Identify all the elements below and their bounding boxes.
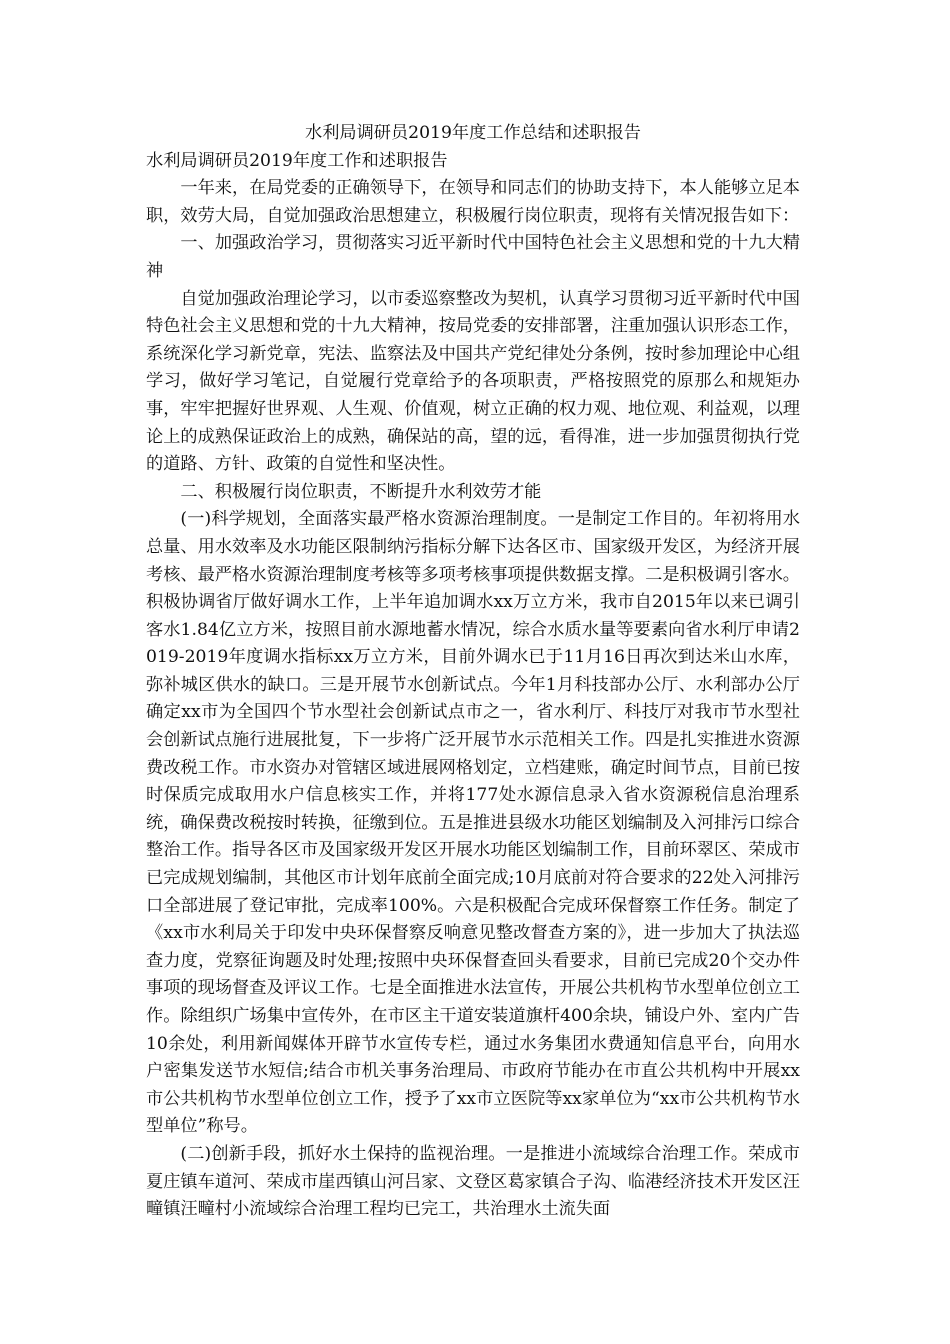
document-body bbox=[146, 120, 800, 1224]
document-subtitle: 水利局调研员2019年度工作和述职报告 bbox=[146, 150, 448, 171]
section-1-paragraph: 自觉加强政治理论学习，以市委巡察整改为契机，认真学习贯彻习近平新时代中国特色社会主义思想和党的十九大精神，按局党委的安排部署，注重加强认识形态工作，系统深化学习新党章，宪法、监察法及中国共产党纪律处分条例，按时参加理论中心组学习，做好学习笔记，自觉履行党章给予的各项职责，严格按照党的原那么和规矩办事，牢牢把握好世界观、人生观、价值观，树立正确的权力观、地位观、利益观，以理论上的成熟保证政治上的成熟，确保站的高，望的远，看得准，进一步加强贯彻执行党的道路、方针、政策的自觉性和坚决性。 bbox=[146, 288, 800, 475]
document-title: 水利局调研员2019年度工作总结和述职报告 bbox=[305, 123, 641, 143]
section-2-item-2-paragraph: (二)创新手段，抓好水土保持的监视治理。一是推进小流域综合治理工作。荣成市夏庄镇车道河、荣成市崖西镇山河吕家、文登区葛家镇合子沟、临港经济技术开发区汪疃镇汪疃村小流域综合治理工程均已完工，共治理水土流失面 bbox=[146, 1143, 800, 1220]
intro-paragraph: 一年来，在局党委的正确领导下，在领导和同志们的协助支持下，本人能够立足本职，效劳大局，自觉加强政治思想建立，积极履行岗位职责，现将有关情况报告如下： bbox=[146, 178, 800, 226]
section-2-heading: 二、积极履行岗位职责，不断提升水利效劳才能 bbox=[180, 481, 542, 502]
section-2-item-1-paragraph: (一)科学规划，全面落实最严格水资源治理制度。一是制定工作目的。年初将用水总量、用水效率及水功能区限制纳污指标分解下达各区市、国家级开发区，为经济开展考核、最严格水资源治理制度考核等多项考核事项提供数据支撑。二是积极调引客水。积极协调省厅做好调水工作，上半年追加调水xx万立方米，我市自2015年以来已调引客水1.84亿立方米，按照目前水源地蓄水情况，综合水质水量等要素向省水利厅申请2019-2019年度调水指标xx万立方米，目前外调水已于11月16日再次到达米山水库，弥补城区供水的缺口。三是开展节水创新试点。今年1月科技部办公厅、水利部办公厅确定xx市为全国四个节水型社会创新试点市之一，省水利厅、科技厅对我市节水型社会创新试点施行进展批复，下一步将广泛开展节水示范相关工作。四是扎实推进水资源费改税工作。市水资办对管辖区域进展网格划定，立档建账，确定时间节点，目前已按时保质完成取用水户信息核实工作，并将177处水源信息录入省水资源税信息治理系统，确保费改税按时转换，征缴到位。五是推进县级水功能区划编制及入河排污口综合整治工作。指导各区市及国家级开发区开展水功能区划编制工作，目前环翠区、荣成市已完成规划编制，其他区市计划年底前全面完成;10月底前对符合要求的22处入河排污口全部进展了登记审批，完成率100%。六是积极配合完成环保督察工作任务。制定了《xx市水利局关于印发中央环保督察反响意见整改督查方案的》，进一步加大了执法巡查力度，党察征询题及时处理;按照中央环保督查回头看要求，目前已完成20个交办件事项的现场督查及评议工作。七是全面推进水法宣传，开展公共机构节水型单位创立工作。除组织广场集中宣传外，在市区主干道安装道旗杆400余块，铺设户外、室内广告10余处，利用新闻媒体开辟节水宣传专栏，通过水务集团水费通知信息平台，向用水户密集发送节水短信;结合市机关事务治理局、市政府节能办在市直公共机构中开展xx市公共机构节水型单位创立工作，授予了xx市立医院等xx家单位为“xx市公共机构节水型单位”称号。 bbox=[146, 509, 800, 1137]
section-1-heading: 一、加强政治学习，贯彻落实习近平新时代中国特色社会主义思想和党的十九大精神 bbox=[146, 233, 800, 281]
